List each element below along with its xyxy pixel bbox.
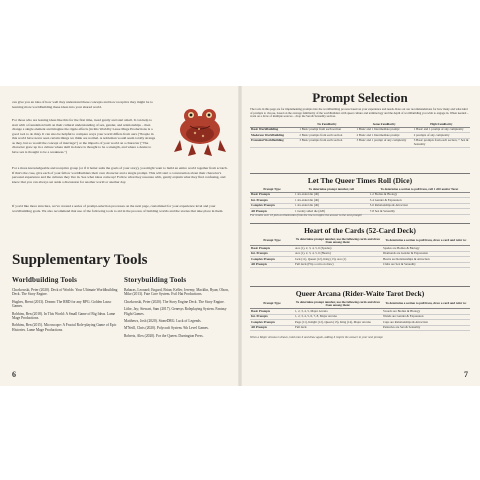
table-header: Prompt Type xyxy=(250,237,294,246)
table-cell: All Prompts xyxy=(250,209,294,214)
intro-paragraph: If you'd like more structure, we've created a series of prompt-selection processes on the next page, customized for your experience level and your worldbuilding goals. We also recommend that use of the following tools to aid in the process of building worlds and the stories that take place in them. xyxy=(12,204,224,213)
dice-note: For results over 10 pick an illustration from the row to inspire the answer to the next prompt! xyxy=(250,213,363,217)
table-cell: Pentacles are Sex & Sexuality xyxy=(382,325,470,330)
table-cell: Complex Prompts xyxy=(250,320,294,325)
table-cell: Jack (11), Queen (12), King (13), Ace (1) xyxy=(294,257,382,262)
table-cell: Moderate Worldbuilding xyxy=(250,133,298,138)
intro-paragraph: can give you an idea of how well they understand these concepts and how receptive they might be to learning more worldbuilding these ideas into your shared world. xyxy=(12,100,153,109)
table-cell: Ace (1), 2, 3, 4, 5, 6 (Spades) xyxy=(294,246,382,251)
list-item: Lithe, Jay; Stewart, Sam (2017). Genesys Roleplaying System. Fantasy Flight Games. xyxy=(124,307,227,316)
table-header: Prompt Type xyxy=(250,187,294,192)
page-number-right: 7 xyxy=(464,370,468,379)
table-cell: Swords are Bodies & Biology xyxy=(382,309,470,314)
table-cell: Int. Prompts xyxy=(250,314,294,319)
worldbuilding-tools-list xyxy=(12,288,120,335)
list-item: Baharas, Leonard; Engard, Brian; Keller, Jeremy; Macklin, Ryan; Olson, Mike (2013). Fate Core System. Evil Hat Productions. xyxy=(124,288,229,297)
table-cell: Extended Worldbuilding xyxy=(250,138,298,147)
table-row xyxy=(250,325,470,330)
table-cell: All Prompts xyxy=(250,325,294,330)
bullfrog-illustration xyxy=(170,96,230,158)
table-cell: 2 Basic prompts from each section xyxy=(298,133,355,138)
table-cell: Page (11), Knight (12), Queen (13), King (14), Major Arcana xyxy=(294,320,382,325)
table-cell: 3 Basic prompts from each section xyxy=(298,138,355,147)
table-cell: Basic Prompts xyxy=(250,309,294,314)
table-header: No Familiarity xyxy=(298,122,355,127)
list-item: Robbins, Ben (2018). In This World: A Small Game of Big Ideas. Lame Mage Productions. xyxy=(12,311,116,321)
table-cell: 2 prompts of any complexity xyxy=(413,133,470,138)
list-item: Chrzkowski, Peter (2020). Deck of Worlds: Your Ultimate Worldbuilding Deck. The Story Engine. xyxy=(12,288,118,297)
list-item: Hughes, Brent (2013). Dream: The RBD for any RPG. Golden Lasso Games. xyxy=(12,299,112,309)
list-item: Robbins, Ben (2015). Microscope: A Fractal Role-playing Game of Epic Histories. Lame Mage Productions. xyxy=(12,323,117,332)
list-item: Matthews, Josh (2020). StoneDRG. Luck of Legends. xyxy=(124,319,202,324)
tarot-table xyxy=(250,300,470,331)
table-cell: 1 six-sided die (d6) xyxy=(294,198,369,203)
table-cell: 1 twenty sided die (d20) xyxy=(294,209,369,214)
table-header: To determine a section to pull from, draw a card and refer to: xyxy=(382,300,470,309)
table-cell: Complex Prompts xyxy=(250,257,294,262)
table-cell: 1 Basic prompt from each section xyxy=(298,127,355,132)
table-cell: Wands are Gender & Expression xyxy=(382,314,470,319)
book-spread xyxy=(0,86,480,386)
worldbuilding-tools-heading: Worldbuilding Tools xyxy=(12,276,78,284)
table-header: High Familiarity xyxy=(413,122,470,127)
table-cell: All Prompts xyxy=(250,262,294,267)
cards-table xyxy=(250,237,470,268)
table-header: To determine prompt number, roll xyxy=(294,187,369,192)
table-cell: 1 six-sided die (d6) xyxy=(294,203,369,208)
page-number-left: 6 xyxy=(12,370,16,379)
storybuilding-tools-heading: Storybuilding Tools xyxy=(124,276,187,284)
table-cell: 1-2 Bodies & Biology xyxy=(369,192,470,197)
table-row xyxy=(250,138,470,147)
intro-paragraph: For a more knowledgeable and receptive group (or if it better suits the goals of your story), you might want to build an entire world together from scratch. If that's the case, give each of your fellow worldbuilders their own character and a single prompt. This will start a conversation about their character's personal experience and the cultures they live in. See what ideas come up! Follow what they resonate with, gently explain what they find confusing, and know that you can always set aside a discussion for another world or another day. xyxy=(12,166,228,184)
prompt-selection-intro: The tools in this page are for implementing prompts into the worldbuilding process based on your experience and needs. Rate out our recommendations for how many and what kind of prompts to choose, based on the average familiarity of the worldbuilders with queer culture and terminology and the depth of worldbuilding you wish to engage in. When needed – work on a draw of multiple sources – drop the Sex & Sexuality section. xyxy=(250,107,469,119)
left-page xyxy=(0,86,240,386)
table-cell: 7-8 Sex & Sexuality xyxy=(369,209,470,214)
cards-section-title: Heart of the Cards (52-Card Deck) xyxy=(304,226,416,235)
table-cell: 1 six-sided die (d6) xyxy=(294,192,369,197)
table-header: Prompt Type xyxy=(250,300,294,309)
table-header: To determine prompt number, use the following cards and draw from among them: xyxy=(295,236,381,245)
table-cell: Cups are Relationships & Attraction xyxy=(382,320,470,325)
table-cell: Full deck (Flip a coin on draw) xyxy=(294,262,382,267)
table-cell: Clubs are Sex & Sexuality xyxy=(382,262,470,267)
table-cell: 1 Basic and 1 prompt of any complexity xyxy=(413,127,470,132)
table-cell: Diamonds are Gender & Expression xyxy=(382,251,470,256)
storybuilding-tools-list xyxy=(124,288,232,341)
table-cell: 1, 2, 3, 4, 5, 6, 7, 8, Major Arcana xyxy=(294,314,382,319)
table-cell: 1 Basic and 1 Intermediate prompt xyxy=(356,127,413,132)
table-cell: Spades are Bodies & Biology xyxy=(382,246,470,251)
table-cell: Basic Prompts xyxy=(250,246,294,251)
table-cell: Basic Prompts xyxy=(250,192,294,197)
table-header: To determine prompt number, use the following cards and draw from among them: xyxy=(295,299,381,308)
table-cell: Hearts are Relationships & Attraction xyxy=(382,257,470,262)
dice-section-title: Let The Queer Times Roll (Dice) xyxy=(307,176,413,185)
table-cell: Int. Prompts xyxy=(250,251,294,256)
table-cell: Basic Worldbuilding xyxy=(250,127,298,132)
list-item: Roberts, Alex (2020). For the Queen. Darrington Press. xyxy=(124,333,204,338)
tarot-note: When a Major Arcana is drawn, hold onto it and draw again, adding it inspire the answer to your next prompt. xyxy=(250,335,384,339)
list-item: Chrzkowski, Peter (2020). The Story Engine Deck. The Story Engine. xyxy=(124,299,225,304)
intro-paragraph: For those who are leaning ideas like this for the first time, tread gently and start small. It can help to start with a foundation built on their cultural understanding of sex, gender, and relationships – then change a single element and imagine the ripple effects (in this Worldby Lasse Mage Productions is a good tool to do this). It can also be helpful to compare ways your world differs from ours ("People in this world have never seen certain things we think are normal. A nobleman would seem totally strange as they, but so would the concept of marriage") or the impacts of your world on a character ("The character grew up in a culture where skill in dance is thought to be a strength, and where a desire to have sex is thought to be a weakness.") xyxy=(12,118,156,154)
list-item: M'Neill, Chris (2020). Polycraft System. 9th Level Games. xyxy=(124,326,209,331)
table-cell: Full deck xyxy=(294,325,382,330)
section-title-supplementary: Supplementary Tools xyxy=(12,252,148,268)
section-title-prompt-selection: Prompt Selection xyxy=(312,90,408,105)
table-cell: Complex Prompts xyxy=(250,203,294,208)
table-header: To determine a section to pull from, draw a card and refer to: xyxy=(382,237,470,246)
right-page xyxy=(240,86,480,386)
dice-table xyxy=(250,187,470,215)
selection-table xyxy=(250,122,470,148)
table-header: Some Familiarity xyxy=(356,122,413,127)
table-cell: 3 Basic and 1 prompt of any complexity xyxy=(356,138,413,147)
table-header: To determine a section to pull from, roll 1 d10 and/or Tarot xyxy=(369,187,470,192)
table-cell: Ace (1), 2, 3, 4, 5, 6 (Hearts) xyxy=(294,251,382,256)
table-cell: 5-6 Relationships & Attraction xyxy=(369,203,470,208)
divider xyxy=(250,286,470,287)
divider xyxy=(250,173,470,174)
divider xyxy=(250,223,470,224)
table-cell: 3-4 Gender & Expression xyxy=(369,198,470,203)
table-cell: 3 Basic prompts from each section, + Sex & Sexuality xyxy=(413,138,469,146)
tarot-section-title: Queer Arcana (Rider-Waite Tarot Deck) xyxy=(295,289,425,298)
table-cell: 2 Basic and 1 Intermediate prompt xyxy=(356,133,413,138)
table-row xyxy=(250,262,470,267)
table-cell: Int. Prompts xyxy=(250,198,294,203)
table-cell: 1, 2, 3, 4, 5, Major Arcana xyxy=(294,309,382,314)
